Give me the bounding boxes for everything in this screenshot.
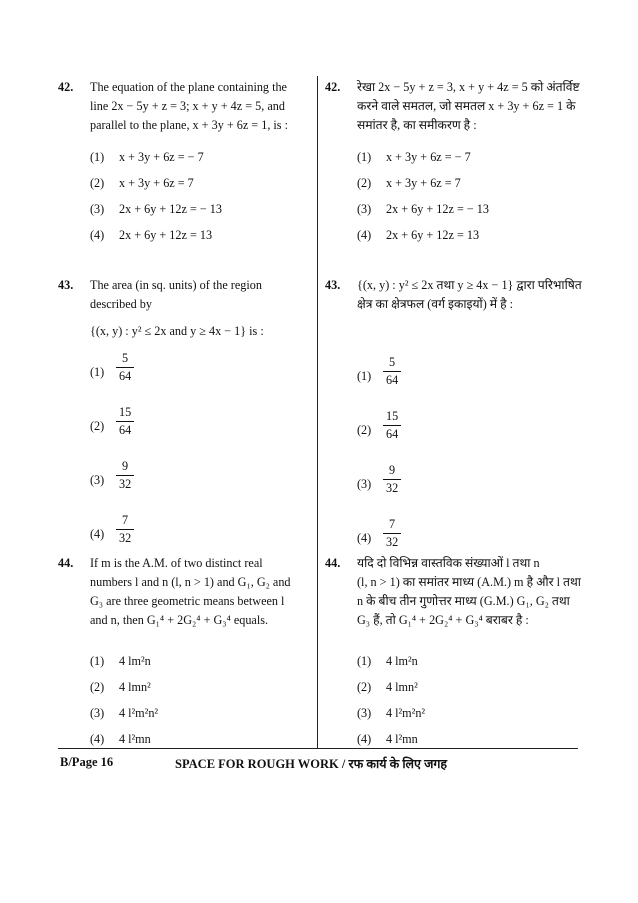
option-1[interactable] [357, 652, 580, 678]
fraction-denominator: 64 [386, 373, 399, 387]
fraction-numerator: 9 [389, 463, 396, 477]
option-value: 4 lmn² [386, 680, 418, 694]
option-number: (3) [90, 202, 105, 216]
option-value: x + 3y + 6z = 7 [119, 176, 194, 190]
option-number: (4) [357, 732, 372, 746]
option-2[interactable] [357, 678, 580, 704]
fraction-denominator: 64 [386, 427, 399, 441]
option-value: 2x + 6y + 12z = 13 [386, 228, 480, 242]
option-value: 2x + 6y + 12z = 13 [119, 228, 213, 242]
question-line: करने वाले समतल, जो समतल x + 3y + 6z = 1 के [357, 98, 576, 113]
question-number: 44. [58, 556, 74, 570]
fraction-denominator: 32 [119, 531, 132, 545]
question-text [90, 276, 313, 341]
option-number: (4) [357, 228, 372, 242]
fraction-denominator: 32 [119, 477, 132, 491]
option-number: (2) [90, 419, 105, 433]
option-number: (4) [90, 527, 105, 541]
fraction [116, 350, 134, 385]
option-number: (2) [90, 176, 105, 190]
question-number: 43. [58, 278, 74, 292]
option-value: 4 l²mn [386, 732, 418, 746]
option-4[interactable] [357, 226, 580, 252]
question-line: The area (in sq. units) of the region [90, 278, 262, 292]
fraction-numerator: 5 [122, 351, 129, 365]
options-list [90, 350, 313, 566]
fraction [383, 516, 401, 551]
question-line: क्षेत्र का क्षेत्रफल (वर्ग इकाइयों) में है : [357, 296, 514, 311]
option-number: (1) [90, 150, 105, 164]
option-3[interactable] [90, 458, 313, 512]
question-line: and n, then G₁⁴ + 2G₂⁴ + G₃⁴ equals. [90, 612, 269, 627]
fraction-numerator: 15 [119, 405, 132, 419]
question-line: parallel to the plane, x + 3y + 6z = 1, is : [90, 117, 288, 132]
option-3[interactable] [357, 200, 580, 226]
option-number: (3) [357, 706, 372, 720]
option-number: (1) [357, 654, 372, 668]
fraction [383, 354, 401, 389]
fraction [116, 512, 134, 547]
question-line: यदि दो विभिन्न वास्तविक संख्याओं l तथा n [357, 556, 540, 570]
option-1[interactable] [90, 350, 313, 404]
fraction-numerator: 9 [122, 459, 129, 473]
option-number: (3) [357, 477, 372, 491]
option-number: (2) [357, 423, 372, 437]
option-value: 4 l²m²n² [386, 706, 426, 720]
fraction [383, 408, 401, 443]
question-text [357, 554, 580, 630]
page-number: B/Page 16 [60, 755, 114, 769]
column-divider [317, 76, 318, 748]
option-number: (4) [90, 228, 105, 242]
option-number: (2) [357, 176, 372, 190]
question-line: {(x, y) : y² ≤ 2x and y ≥ 4x − 1} is : [90, 323, 264, 338]
options-list [357, 148, 580, 252]
fraction-numerator: 7 [122, 513, 129, 527]
option-3[interactable] [90, 704, 313, 730]
option-3[interactable] [357, 704, 580, 730]
option-value: 4 l²mn [119, 732, 151, 746]
option-4[interactable] [90, 226, 313, 252]
option-value: x + 3y + 6z = − 7 [386, 150, 471, 164]
option-number: (1) [90, 654, 105, 668]
option-value: x + 3y + 6z = − 7 [119, 150, 204, 164]
option-number: (3) [90, 473, 105, 487]
option-value: 4 lm²n [119, 654, 151, 668]
option-4[interactable] [90, 730, 313, 756]
option-2[interactable] [90, 174, 313, 200]
option-number: (1) [90, 365, 105, 379]
option-3[interactable] [90, 200, 313, 226]
question-line: The equation of the plane containing the [90, 80, 287, 94]
fraction [116, 458, 134, 493]
question-line: {(x, y) : y² ≤ 2x तथा y ≥ 4x − 1} द्वारा परिभाषित [357, 278, 582, 292]
option-2[interactable] [357, 174, 580, 200]
question-line: described by [90, 296, 152, 311]
option-1[interactable] [90, 652, 313, 678]
option-2[interactable] [90, 678, 313, 704]
option-number: (3) [90, 706, 105, 720]
option-1[interactable] [357, 148, 580, 174]
question-text [90, 554, 313, 630]
option-number: (3) [357, 202, 372, 216]
question-line: रेखा 2x − 5y + z = 3, x + y + 4z = 5 को अंतर्विष्ट [357, 80, 580, 94]
question-text [357, 276, 580, 314]
options-list [357, 354, 580, 570]
question-text [90, 78, 313, 135]
options-list [90, 148, 313, 252]
option-number: (2) [357, 680, 372, 694]
question-line: numbers l and n (l, n > 1) and G₁, G₂ and [90, 574, 291, 589]
fraction-numerator: 7 [389, 517, 396, 531]
question-line: If m is the A.M. of two distinct real [90, 556, 263, 570]
fraction [116, 404, 134, 439]
option-value: x + 3y + 6z = 7 [386, 176, 461, 190]
question-line: समांतर है, का समीकरण है : [357, 117, 477, 132]
fraction-denominator: 64 [119, 369, 132, 383]
fraction-numerator: 5 [389, 355, 396, 369]
option-1[interactable] [90, 148, 313, 174]
fraction-denominator: 32 [386, 481, 399, 495]
option-value: 4 l²m²n² [119, 706, 159, 720]
question-number: 44. [325, 556, 341, 570]
question-number: 42. [325, 80, 341, 94]
question-line: n के बीच तीन गुणोत्तर माध्य (G.M.) G₁, G₂ तथा [357, 593, 570, 608]
question-number: 43. [325, 278, 341, 292]
fraction-denominator: 32 [386, 535, 399, 549]
option-value: 4 lmn² [119, 680, 151, 694]
question-line: G₃ are three geometric means between l [90, 593, 285, 608]
option-number: (2) [90, 680, 105, 694]
option-3[interactable] [357, 462, 580, 516]
option-number: (4) [90, 732, 105, 746]
question-line: (l, n > 1) का समांतर माध्य (A.M.) m है और l तथा [357, 574, 581, 589]
option-4[interactable] [357, 730, 580, 756]
rough-work-label: SPACE FOR ROUGH WORK / रफ कार्य के लिए जगह [175, 757, 448, 771]
fraction-denominator: 64 [119, 423, 132, 437]
option-value: 2x + 6y + 12z = − 13 [386, 202, 489, 216]
fraction-numerator: 15 [386, 409, 399, 423]
option-2[interactable] [90, 404, 313, 458]
question-line: line 2x − 5y + z = 3; x + y + 4z = 5, and [90, 98, 285, 113]
question-text [357, 78, 580, 135]
option-value: 4 lm²n [386, 654, 418, 668]
question-number: 42. [58, 80, 74, 94]
question-line: G₃ हैं, तो G₁⁴ + 2G₂⁴ + G₃⁴ बराबर है : [357, 612, 529, 627]
option-number: (4) [357, 531, 372, 545]
options-list [90, 652, 313, 756]
option-number: (1) [357, 150, 372, 164]
option-1[interactable] [357, 354, 580, 408]
options-list [357, 652, 580, 756]
option-value: 2x + 6y + 12z = − 13 [119, 202, 222, 216]
option-number: (1) [357, 369, 372, 383]
option-2[interactable] [357, 408, 580, 462]
fraction [383, 462, 401, 497]
